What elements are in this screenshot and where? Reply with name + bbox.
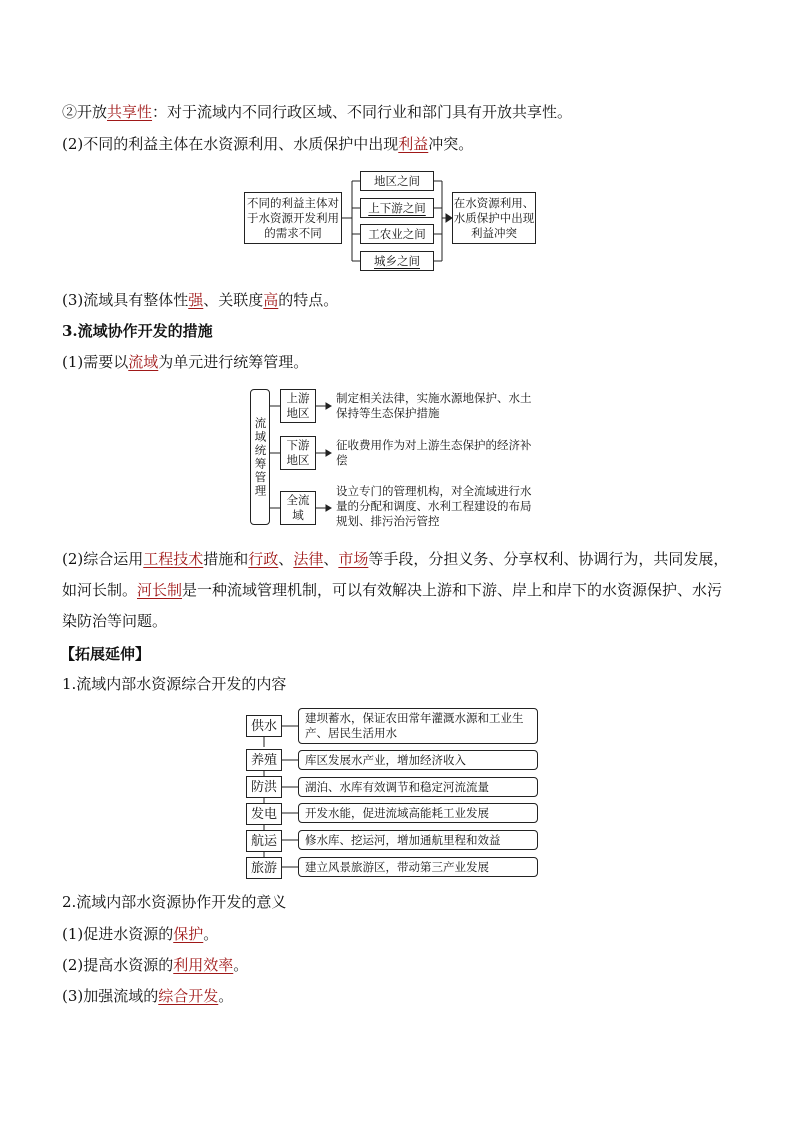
diagram3-label: 养殖 <box>246 749 282 771</box>
diagram3-text: 开发水能，促进流域高能耗工业发展 <box>298 803 538 823</box>
text: (2)不同的利益主体在水资源利用、水质保护中出现 <box>62 135 399 153</box>
diagram3-text: 湖泊、水库有效调节和稳定河流流量 <box>298 777 538 797</box>
text: 上下游之间 <box>368 200 426 215</box>
text: 、 <box>278 550 294 568</box>
answer-blank: 法律 <box>293 550 324 568</box>
diagram3-label: 供水 <box>246 715 282 737</box>
text: ②开放 <box>62 103 108 121</box>
answer-blank: 市场 <box>338 550 369 568</box>
answer-blank: 强 <box>188 291 204 309</box>
answer-blank: 流域 <box>128 353 159 371</box>
text: 措施和 <box>203 550 249 568</box>
text: 。 <box>203 925 219 943</box>
diagram2-label: 上游地区 <box>280 389 316 423</box>
extension-heading-2: 2.流域内部水资源协作开发的意义 <box>62 893 287 911</box>
text: (3)加强流域的 <box>62 987 159 1005</box>
diagram3-label: 旅游 <box>246 857 282 879</box>
diagram1-right-box: 在水资源利用、水质保护中出现利益冲突 <box>452 192 536 244</box>
diagram3-label: 航运 <box>246 830 282 852</box>
section-heading: 3.流域协作开发的措施 <box>62 322 213 340</box>
answer-blank: 工程技术 <box>143 550 204 568</box>
answer-blank: 河长制 <box>137 581 183 599</box>
text: (3)流域具有整体性 <box>62 291 189 309</box>
diagram2-text: 设立专门的管理机构，对全流域进行水量的分配和调度、水利工程建设的布局规划、排污治污管控 <box>336 484 532 528</box>
answer-blank: 行政 <box>248 550 279 568</box>
text: 流域统筹管理 <box>253 416 268 498</box>
answer-blank: 综合开发 <box>158 987 219 1005</box>
text: ：对于流域内不同行政区域、不同行业和部门具有开放共享性。 <box>152 103 573 121</box>
diagram2-label: 全流域 <box>280 491 316 525</box>
text: 城乡之间 <box>374 253 420 268</box>
diagram2-text: 征收费用作为对上游生态保护的经济补偿 <box>336 438 532 467</box>
answer-blank: 高 <box>263 291 279 309</box>
diagram2-label: 下游地区 <box>280 436 316 470</box>
answer-blank: 利益 <box>398 135 429 153</box>
diagram1-item: 工农业之间 <box>360 224 434 244</box>
text: (1)需要以 <box>62 353 129 371</box>
diagram3-label: 防洪 <box>246 776 282 798</box>
diagram3-text: 库区发展水产业，增加经济收入 <box>298 750 538 770</box>
answer-blank: 保护 <box>173 925 204 943</box>
text: 为单元进行统筹管理。 <box>158 353 309 371</box>
text: 等手段，分担义务、分享权利、协调行为，共同发展，如河长制。 <box>62 550 729 599</box>
significance-2 <box>62 955 248 975</box>
text: 。 <box>218 987 234 1005</box>
answer-blank: 利用效率 <box>173 956 234 974</box>
diagram1-left-box: 不同的利益主体对于水资源开发利用的需求不同 <box>244 192 342 244</box>
significance-1 <box>62 924 218 944</box>
diagram3-text: 建立风景旅游区，带动第三产业发展 <box>298 857 538 877</box>
extension-heading-1: 1.流域内部水资源综合开发的内容 <box>62 675 287 693</box>
diagram3-text: 修水库、挖运河，增加通航里程和效益 <box>298 830 538 850</box>
diagram3-text: 建坝蓄水，保证农田常年灌溉水源和工业生产、居民生活用水 <box>298 708 538 744</box>
diagram2-text: 制定相关法律，实施水源地保护、水土保持等生态保护措施 <box>336 391 532 420</box>
significance-3 <box>62 986 233 1006</box>
text: 的特点。 <box>278 291 339 309</box>
text: 是一种流域管理机制，可以有效解决上游和下游、岸上和岸下的水资源保护、水污染防治等问题。 <box>62 581 723 630</box>
text: (2)提高水资源的 <box>62 956 174 974</box>
diagram3-label: 发电 <box>246 803 282 825</box>
text: 、关联度 <box>203 291 264 309</box>
text: (1)促进水资源的 <box>62 925 174 943</box>
diagram1-item: 地区之间 <box>360 171 434 191</box>
text: 。 <box>233 956 249 974</box>
text: 、 <box>323 550 339 568</box>
answer-blank: 共享性 <box>107 103 153 121</box>
text: 冲突。 <box>428 135 474 153</box>
text: (2)综合运用 <box>62 550 144 568</box>
extension-title: 【拓展延伸】 <box>60 645 151 663</box>
